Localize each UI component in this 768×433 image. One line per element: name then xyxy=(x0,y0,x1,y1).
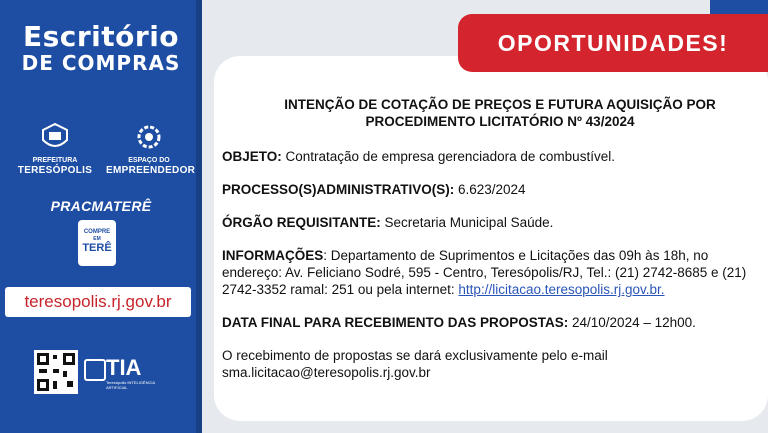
qr-code xyxy=(34,350,78,394)
tia-subtitle: Teresópolis INTELIGÊNCIA ARTIFICIAL xyxy=(106,380,155,390)
data-final-label: DATA FINAL PARA RECEBIMENTO DAS PROPOSTAS: xyxy=(222,315,569,330)
informacoes-row xyxy=(222,247,762,298)
coat-of-arms-icon xyxy=(38,122,72,152)
email-row: O recebimento de propostas se dará exclusivamente pelo e-mail sma.licitacao@teresopolis.rj.gov.br xyxy=(222,348,608,380)
processo-value: 6.623/2024 xyxy=(454,182,526,197)
orgao-value: Secretaria Municipal Saúde. xyxy=(380,215,554,230)
pracmatere-logo: PRACMATERÊ xyxy=(50,198,152,214)
qr-code-icon xyxy=(34,350,78,394)
data-final-value: 24/10/2024 – 12h00. xyxy=(568,315,696,330)
partner-logos xyxy=(8,122,196,177)
brand-title: Escritório xyxy=(22,20,180,53)
processo-row xyxy=(222,181,762,198)
espaco-empreendedor-logo xyxy=(106,122,196,177)
tia-logo xyxy=(84,356,174,390)
escritorio-logo xyxy=(10,22,192,74)
tia-name: TIA xyxy=(106,355,142,380)
orgao-row xyxy=(222,214,762,231)
website-link[interactable]: teresopolis.rj.gov.br xyxy=(5,287,191,317)
bag-line2: EM xyxy=(93,236,101,242)
licitacao-link[interactable]: http://licitacao.teresopolis.rj.gov.br. xyxy=(458,282,665,297)
processo-label: PROCESSO(S)ADMINISTRATIVO(S): xyxy=(222,182,455,197)
notice-content xyxy=(222,96,762,381)
teresopolis-label: TERESÓPOLIS xyxy=(17,165,93,176)
objeto-label: OBJETO: xyxy=(222,149,282,164)
prefeitura-logo xyxy=(12,122,98,177)
sidebar-panel xyxy=(0,0,202,433)
empreendedor-label: EMPREENDEDOR xyxy=(106,165,196,176)
compre-em-tere-bag-icon xyxy=(78,220,116,266)
espaco-label: ESPAÇO DO xyxy=(128,157,170,164)
gear-icon xyxy=(134,122,164,152)
prefeitura-label: PREFEITURA xyxy=(32,157,78,164)
sidebar-edge-stripe xyxy=(196,0,202,433)
chat-bubble-icon xyxy=(84,359,106,381)
brand-subtitle: DE COMPRAS xyxy=(21,51,181,75)
informacoes-label: INFORMAÇÕES xyxy=(222,248,324,263)
objeto-row xyxy=(222,148,762,165)
informacoes-value: : Departamento de Suprimentos e Licitações das 09h às 18h, no endereço: Av. Feliciano Sodré, 595 - Centro, Teresópolis/RJ, Tel.: (21) 2742-8685 e (21) 2742-3352 ramal: 251 ou pela internet: xyxy=(222,248,747,297)
bag-line3: TERÊ xyxy=(82,242,112,254)
notice-heading: INTENÇÃO DE COTAÇÃO DE PREÇOS E FUTURA AQUISIÇÃO POR PROCEDIMENTO LICITATÓRIO Nº 43/2024 xyxy=(284,97,716,129)
objeto-value: Contratação de empresa gerenciadora de combustível. xyxy=(281,149,615,164)
bag-line1: COMPRE xyxy=(83,229,111,235)
data-final-row xyxy=(222,314,762,331)
oportunidades-banner: OPORTUNIDADES! xyxy=(458,14,768,72)
orgao-label: ÓRGÃO REQUISITANTE: xyxy=(222,215,381,230)
